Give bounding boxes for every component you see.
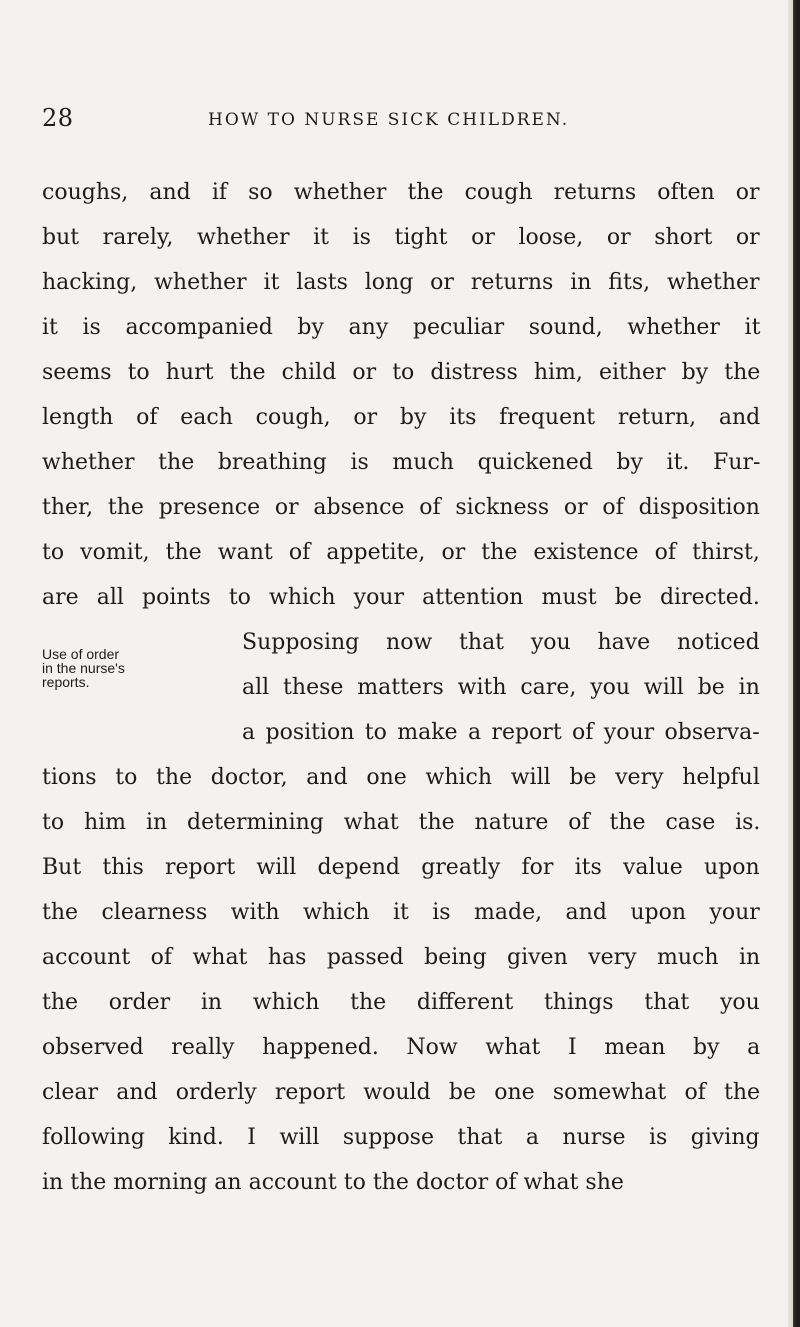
text-line: following kind. I will suppose that a nurse is giving [42,1125,760,1150]
text-line: coughs, and if so whether the cough returns often or [42,180,760,205]
text-line: but rarely, whether it is tight or loose, or short or [42,225,760,250]
text-line: ther, the presence or absence of sickness or of disposition [42,495,760,520]
text-line: in the morning an account to the doctor of what she [42,1170,624,1195]
text-line: length of each cough, or by its frequent return, and [42,405,761,430]
text-line: But this report will depend greatly for its value upon [42,855,760,880]
running-title: HOW TO NURSE SICK CHILDREN. [208,110,570,130]
text-line: all these matters with care, you will be in [242,675,760,700]
text-line: to him in determining what the nature of the case is. [42,810,761,835]
text-line: are all points to which your attention must be directed. [42,585,760,610]
text-line: account of what has passed being given very much in [42,945,761,970]
margin-note-line: reports. [42,674,90,690]
text-line: clear and orderly report would be one somewhat of the [42,1080,761,1105]
text-line: a position to make a report of your observa- [242,720,760,745]
text-line: hacking, whether it lasts long or returns in fits, whether [42,270,760,295]
margin-note-line: in the nurse's [42,660,125,676]
text-line: observed really happened. Now what I mean by a [42,1035,761,1060]
page-number: 28 [42,104,74,132]
text-line: the clearness with which it is made, and upon your [42,900,760,925]
text-line: the order in which the different things that you [42,990,760,1015]
text-line: to vomit, the want of appetite, or the existence of thirst, [42,540,760,565]
margin-note-line: Use of order [42,646,120,662]
text-line: it is accompanied by any peculiar sound, whether it [42,315,761,340]
text-line: whether the breathing is much quickened by it. Fur- [42,450,761,475]
text-line: tions to the doctor, and one which will be very helpful [42,765,760,790]
text-line: Supposing now that you have noticed [242,630,760,655]
text-line: seems to hurt the child or to distress him, either by the [42,360,761,385]
